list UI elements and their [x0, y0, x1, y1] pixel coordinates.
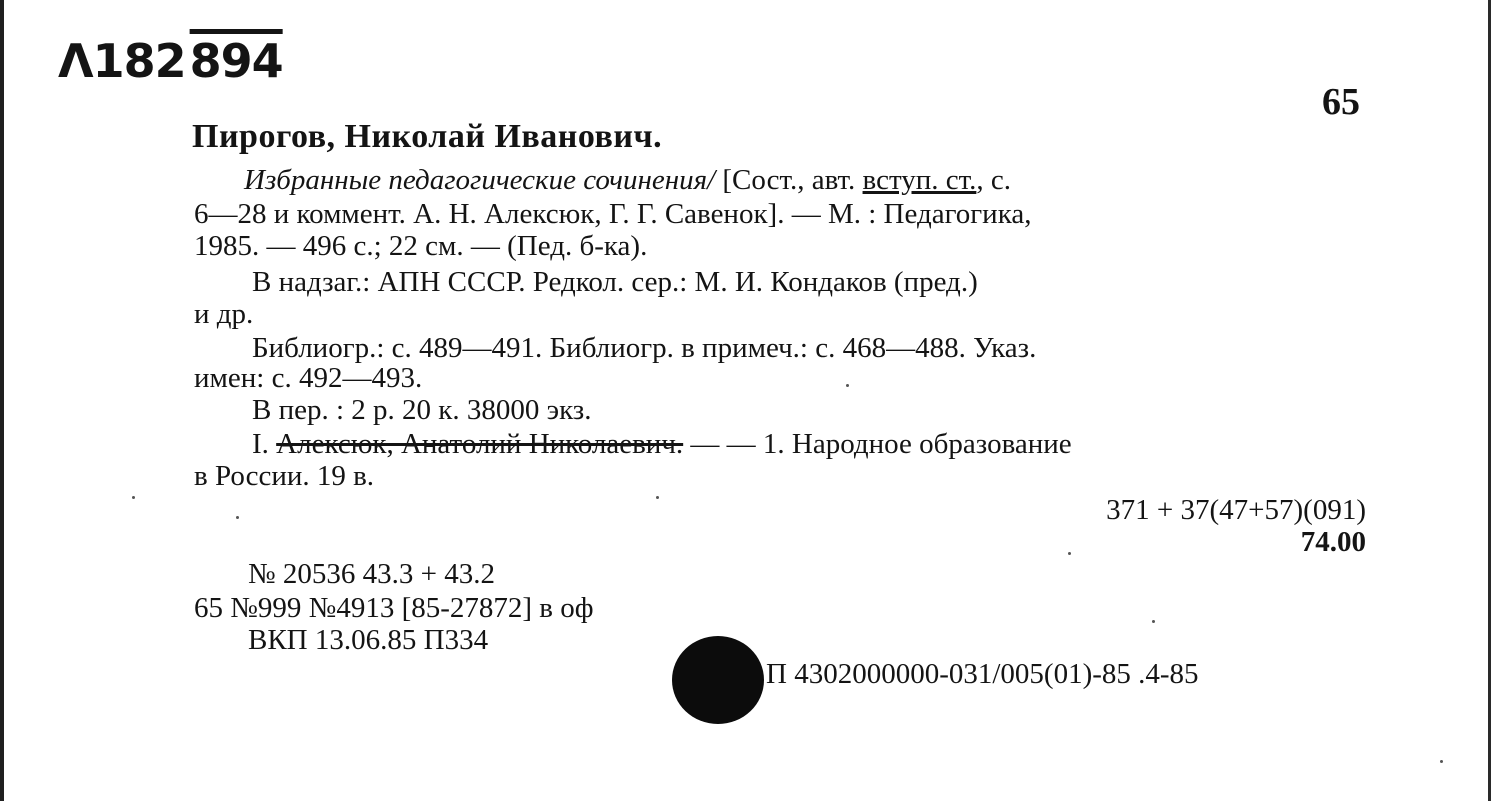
tracing-line-2: в России. 19 в. [194, 460, 375, 492]
speck [132, 496, 135, 499]
service-line-3: ВКП 13.06.85 П334 [248, 624, 489, 656]
title-text: Избранные педагогические сочинения/ [244, 164, 716, 196]
underlined-text: вступ. ст. [862, 164, 977, 196]
handwritten-overlined: 894 [189, 34, 283, 88]
speck [846, 384, 849, 387]
bibliography-line-2: имен: с. 492—493. [194, 362, 423, 394]
card-right-edge [1488, 0, 1491, 801]
tracing-line-1 [252, 430, 1072, 459]
description-line-1 [244, 166, 1011, 195]
udc-index: 371 + 37(47+57)(091) [1106, 494, 1366, 526]
responsibility-text: [Сост., авт. [715, 164, 863, 196]
handwritten-main: Λ182 [58, 34, 186, 88]
description-line-3: 1985. — 496 с.; 22 см. — (Пед. б-ка). [194, 230, 648, 262]
publisher-code-line: П 4302000000-031/005(01)-85 .4-85 [766, 658, 1199, 690]
service-line-2: 65 №999 №4913 [85-27872] в оф [194, 592, 594, 624]
subject-heading: — — 1. Народное образование [683, 428, 1072, 460]
struck-added-entry: Алексюк, Анатолий Николаевич. [276, 428, 684, 460]
service-line-1: № 20536 43.3 + 43.2 [248, 558, 496, 590]
bbk-index: 74.00 [1300, 526, 1366, 558]
pages-text: , с. [976, 164, 1011, 196]
handwritten-shelfmark [58, 34, 283, 88]
page-number: 65 [1322, 81, 1360, 123]
ink-blot [672, 636, 764, 724]
author-heading: Пирогов, Николай Иванович. [192, 118, 663, 155]
tracing-prefix: I. [252, 428, 277, 460]
price-line: В пер. : 2 р. 20 к. 38000 экз. [252, 394, 592, 426]
speck [1068, 552, 1071, 555]
note-line-2: и др. [194, 298, 254, 330]
speck [1152, 620, 1155, 623]
card-left-edge [0, 0, 4, 801]
description-line-2: 6—28 и коммент. А. Н. Алексюк, Г. Г. Савенок]. — М. : Педагогика, [194, 198, 1032, 230]
bibliography-line-1: Библиогр.: с. 489—491. Библиогр. в примеч.: с. 468—488. Указ. [252, 332, 1037, 364]
speck [656, 496, 659, 499]
speck [1440, 760, 1443, 763]
speck [236, 516, 239, 519]
note-line-1: В надзаг.: АПН СССР. Редкол. сер.: М. И. Кондаков (пред.) [252, 266, 978, 298]
